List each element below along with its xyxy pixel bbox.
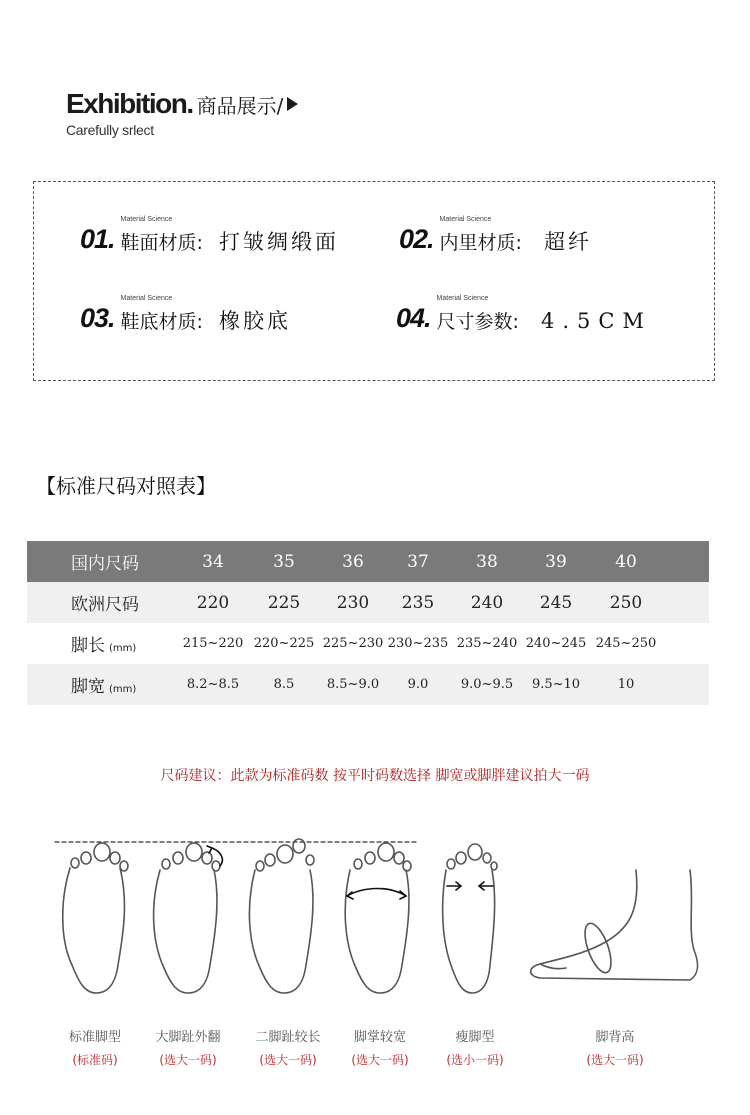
table-cell: 35 xyxy=(273,551,295,572)
table-cell: 8.5 xyxy=(273,677,295,692)
foot-long-second-toe-icon xyxy=(249,839,314,993)
table-cell: 9.0~9.5 xyxy=(460,677,514,692)
table-cell: 9.5~10 xyxy=(531,677,581,692)
foot-type-label xyxy=(325,1026,435,1068)
table-row-label: 国内尺码 xyxy=(71,554,139,574)
table-row xyxy=(27,582,709,623)
table-cell: 230~235 xyxy=(387,636,449,651)
row-unit: (mm) xyxy=(109,643,137,654)
materials-box xyxy=(33,181,715,381)
material-value: 橡胶底 xyxy=(218,309,291,333)
table-cell: 250 xyxy=(609,592,643,613)
foot-type-name: 大脚趾外翻 xyxy=(155,1030,221,1045)
foot-type-advice: (选大一码) xyxy=(351,1053,409,1067)
table-cell: 8.2~8.5 xyxy=(186,677,240,692)
material-tiny-label: Material Science xyxy=(439,216,492,223)
material-value: 超纤 xyxy=(543,230,592,254)
foot-type-label xyxy=(560,1026,670,1068)
table-cell: 240~245 xyxy=(525,636,587,651)
foot-types-illustration xyxy=(0,830,750,1070)
material-value: 打皱绸缎面 xyxy=(218,230,339,254)
foot-wide-icon xyxy=(345,843,411,993)
size-advice-note: 尺码建议：此款为标准码数 按平时码数选择 脚宽或脚胖建议拍大一码 xyxy=(160,768,590,784)
header-subtitle: Carefully srlect xyxy=(66,122,154,138)
table-row-label xyxy=(27,631,180,656)
foot-type-name: 瘦脚型 xyxy=(455,1030,495,1045)
foot-high-instep-icon xyxy=(531,870,698,980)
table-cell: 40 xyxy=(615,551,637,572)
material-label: 尺寸参数: xyxy=(436,311,519,333)
row-unit: (mm) xyxy=(109,684,137,695)
foot-type-name: 标准脚型 xyxy=(68,1030,121,1045)
header-title-line xyxy=(66,88,298,120)
size-table xyxy=(27,541,709,705)
table-cell: 235~240 xyxy=(456,636,518,651)
foot-bunion-icon xyxy=(154,843,223,993)
table-cell: 225~230 xyxy=(322,636,384,651)
header-title-en: Exhibition. xyxy=(66,88,193,119)
table-cell: 235 xyxy=(401,592,435,613)
foot-type-name: 脚背高 xyxy=(595,1030,635,1045)
foot-standard-icon xyxy=(63,843,128,993)
material-item xyxy=(80,295,291,333)
size-chart-title: 【标准尺码对照表】 xyxy=(36,474,216,498)
table-cell: 215~220 xyxy=(182,636,244,651)
material-item xyxy=(80,216,339,254)
material-tiny-label: Material Science xyxy=(120,295,173,302)
table-cell: 8.5~9.0 xyxy=(326,677,380,692)
table-cell: 38 xyxy=(476,551,498,572)
material-value: 4.5CM xyxy=(540,309,652,333)
header-title-cn: 商品展示/ xyxy=(196,94,284,118)
foot-type-advice: (选大一码) xyxy=(159,1053,217,1067)
table-cell: 220 xyxy=(196,592,230,613)
material-number: 04. xyxy=(396,303,431,333)
table-row-label xyxy=(27,672,180,697)
table-cell: 36 xyxy=(342,551,364,572)
foot-outlines xyxy=(0,830,750,1010)
foot-type-name: 脚掌较宽 xyxy=(353,1030,406,1045)
material-label: 内里材质: xyxy=(439,232,522,254)
table-cell: 9.0 xyxy=(407,677,429,692)
table-cell: 230 xyxy=(336,592,370,613)
exhibition-header xyxy=(66,88,298,138)
play-arrow-icon xyxy=(287,97,298,111)
table-header-row xyxy=(27,541,709,582)
table-cell: 220~225 xyxy=(253,636,315,651)
table-row-label: 欧洲尺码 xyxy=(71,595,139,615)
material-tiny-label: Material Science xyxy=(120,216,173,223)
table-row xyxy=(27,664,709,705)
foot-type-label xyxy=(133,1026,243,1068)
table-cell: 34 xyxy=(202,551,224,572)
foot-type-advice: (选小一码) xyxy=(446,1053,504,1067)
table-cell: 37 xyxy=(407,551,429,572)
foot-type-advice: (标准码) xyxy=(72,1053,118,1067)
material-label: 鞋底材质: xyxy=(120,311,203,333)
foot-narrow-icon xyxy=(443,844,497,993)
row-label-text: 脚宽 xyxy=(71,677,105,697)
material-number: 01. xyxy=(80,224,115,254)
table-cell: 245~250 xyxy=(595,636,657,651)
foot-type-advice: (选大一码) xyxy=(586,1053,644,1067)
table-cell: 240 xyxy=(470,592,504,613)
table-cell: 245 xyxy=(539,592,573,613)
table-row xyxy=(27,623,709,664)
foot-type-advice: (选大一码) xyxy=(259,1053,317,1067)
material-item xyxy=(399,216,592,254)
material-number: 03. xyxy=(80,303,115,333)
material-number: 02. xyxy=(399,224,434,254)
table-cell: 10 xyxy=(617,677,635,692)
table-cell: 39 xyxy=(545,551,567,572)
material-item xyxy=(396,295,652,333)
material-label: 鞋面材质: xyxy=(120,232,203,254)
material-tiny-label: Material Science xyxy=(436,295,489,302)
foot-type-label xyxy=(420,1026,530,1068)
table-cell: 225 xyxy=(267,592,301,613)
foot-type-name: 二脚趾较长 xyxy=(255,1030,321,1045)
row-label-text: 脚长 xyxy=(71,636,105,656)
